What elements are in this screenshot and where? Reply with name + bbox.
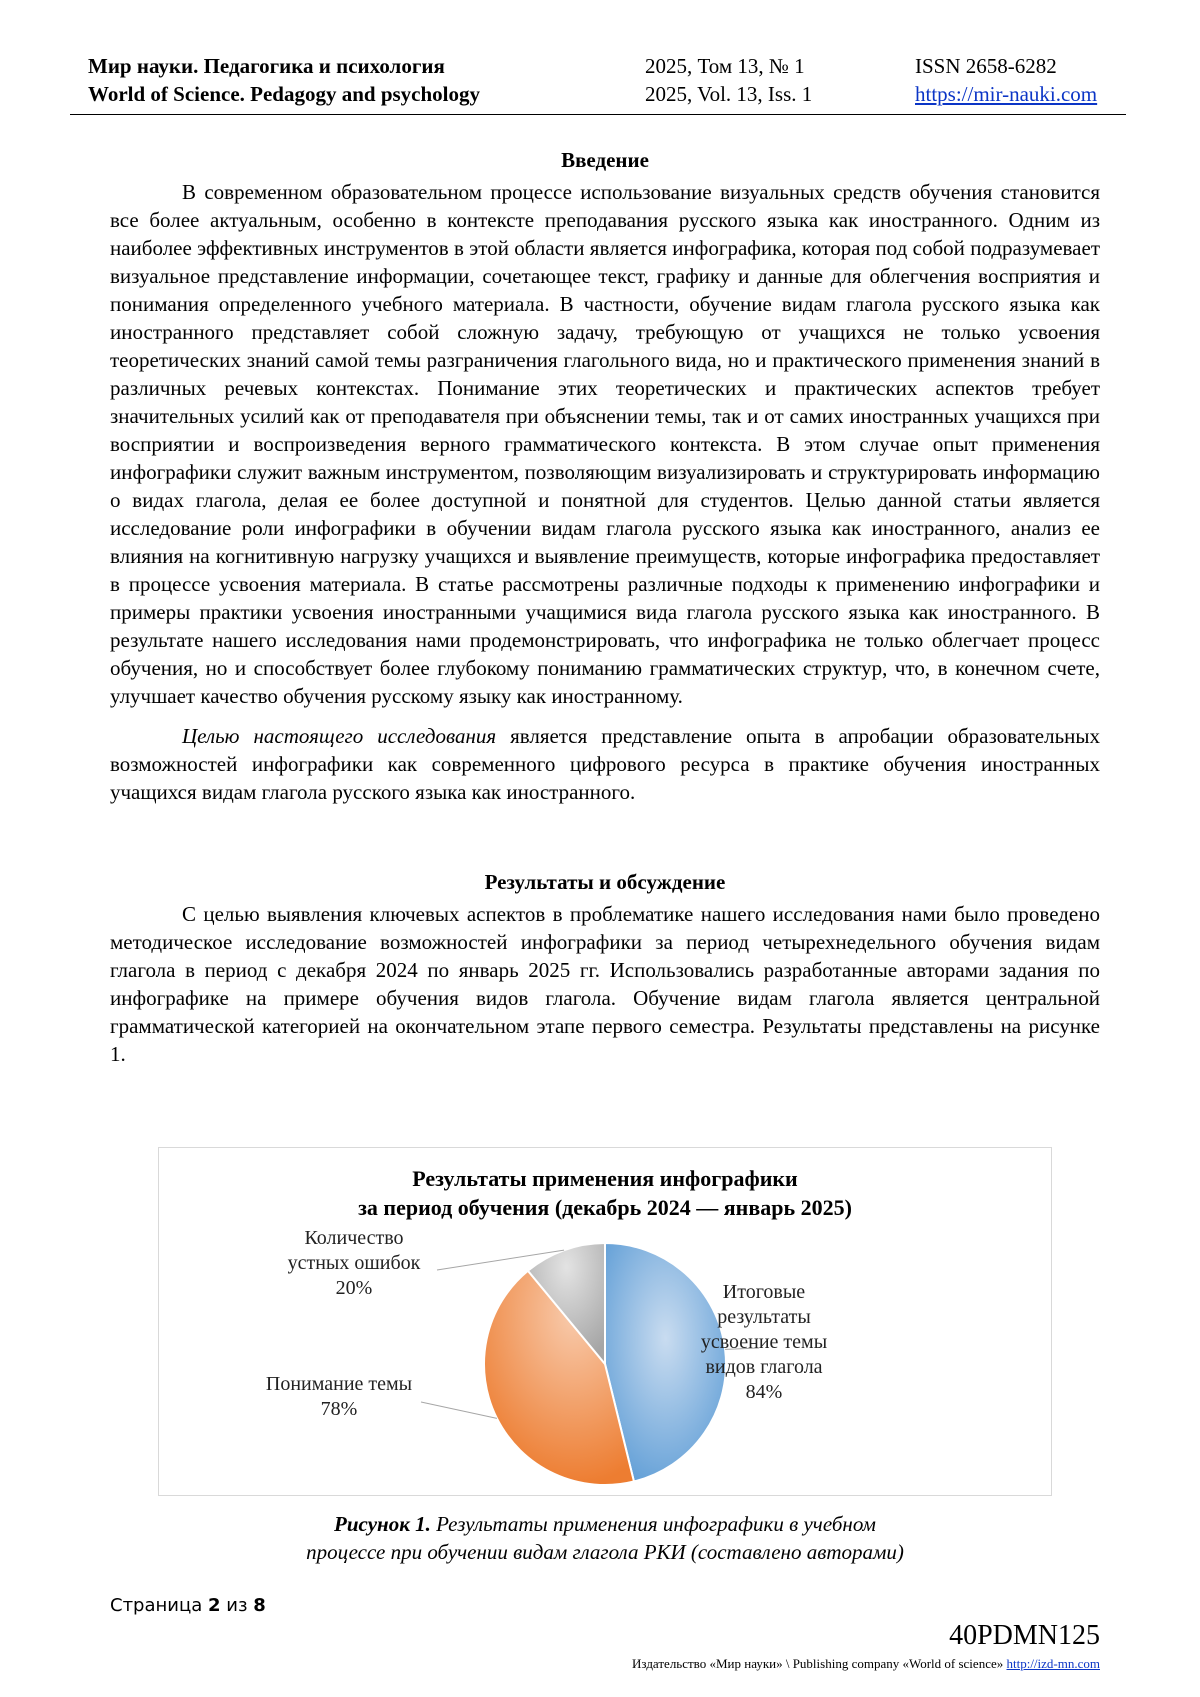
intro-paragraph-1: В современном образовательном процессе использование визуальных средств обучения становится все более актуальным, особенно в контексте преподавания русского языка как иностранного. Одним из наиболее эффективных инструментов в этой области является инфографика, которая под собой подразумевает визуальное представление информации, сочетающее текст, графику и данные для облегчения восприятия и понимания определенного учебного материала. В частности, обучение видам глагола русского языка как иностранного представляет собой сложную задачу, требующую от учащихся не только усвоения теоретических знаний самой темы разграничения глагольного вида, но и практического применения знаний в различных речевых контекстах. Понимание этих теоретических и практических аспектов требует значительных усилий как от преподавателя при объяснении темы, так и от самих иностранных учащихся при восприятии и воспроизведения верного грамматического контекста. В этом случае опыт применения инфографики служит важным инструментом, позволяющим визуализировать и структурировать информацию о видах глагола, делая ее более доступной и понятной для студентов. Целью данной статьи является исследование роли инфографики в обучении видам глагола русского языка как иностранного, анализ ее влияния на когнитивную нагрузку учащихся и выявление преимуществ, которые инфографика предоставляет в процессе усвоения материала. В статье рассмотрены различные подходы к применению инфографики и примеры практики усвоения иностранными учащимися вида глагола русского языка как иностранного. В результате нашего исследования нами продемонстрировать, что инфографика не только облегчает процесс обучения, но и способствует более глубокому пониманию грамматических структур, что, в конечном счете, улучшает качество обучения русскому языку как иностранному. [110, 180, 1100, 708]
journal-title-en: World of Science. Pedagogy and psychology [88, 82, 481, 106]
intro-paragraph-2 [110, 722, 1100, 806]
slice-label-errors-value: 20% [335, 1277, 373, 1299]
page-number [110, 1595, 266, 1616]
slice-label-understanding-line-1: Понимание темы [265, 1373, 413, 1395]
issue-en: 2025, Vol. 13, Iss. 1 [645, 82, 813, 106]
journal-title-block [88, 52, 480, 108]
results-heading: Результаты и обсуждение [484, 870, 726, 894]
pie-chart-svg [159, 1148, 1051, 1495]
slice-label-understanding [249, 1372, 429, 1422]
results-paragraph-1: С целью выявления ключевых аспектов в проблематике нашего исследования нами было проведено методическое исследование возможностей инфографики за период четырехнедельного обучения видам глагола в период с декабря 2024 по январь 2025 гг. Использовались разработанные авторами задания по инфографике на примере обучения видов глагола. Обучение видам глагола является центральной грамматической категорией на окончательном этапе первого семестра. Результаты представлены на рисунке 1. [110, 902, 1100, 1066]
journal-title-ru: Мир науки. Педагогика и психология [88, 54, 445, 78]
pie-chart [158, 1147, 1052, 1496]
slice-label-results-line-4: видов глагола [705, 1356, 823, 1378]
slice-label-understanding-value: 78% [320, 1398, 358, 1420]
current-page: 2 [208, 1595, 221, 1616]
publisher-line [632, 1656, 1100, 1672]
slice-label-results [669, 1280, 859, 1405]
slice-label-errors [269, 1226, 439, 1301]
caption-line-2: процессе при обучении видам глагола РКИ (составлено авторами) [306, 1540, 904, 1564]
goal-italic: Целью настоящего исследования [182, 724, 497, 748]
issn-block [915, 52, 1097, 108]
caption-line-1: Результаты применения инфографики в учебном [430, 1512, 876, 1536]
goal-text: является представление опыта в апробации образовательных возможностей инфографики как современного цифрового ресурса в практике обучения иностранных учащихся видам глагола русского языка как иностранного. [110, 724, 1100, 804]
slice-label-errors-line-1: Количество [304, 1227, 404, 1249]
issue-ru: 2025, Том 13, № 1 [645, 54, 805, 78]
page-word: Страница [110, 1595, 203, 1616]
slice-label-results-line-3: усвоение темы [700, 1331, 828, 1353]
figure-caption [110, 1510, 1100, 1566]
intro-heading: Введение [561, 148, 649, 172]
pie-slice-understanding-leader-line [421, 1402, 497, 1418]
issue-block [645, 52, 812, 108]
chart-title-line-2: за период обучения (декабрь 2024 — январь 2025) [358, 1195, 852, 1220]
issn: ISSN 2658-6282 [915, 54, 1057, 78]
journal-header [70, 52, 1126, 115]
slice-label-results-line-2: результаты [717, 1306, 811, 1328]
publisher-url-link[interactable]: http://izd-mn.com [1006, 1656, 1100, 1671]
article-code: 40PDMN125 [949, 1620, 1100, 1651]
total-pages: 8 [253, 1595, 266, 1616]
publisher-name: Издательство «Мир науки» \ Publishing company «World of science» [632, 1656, 1004, 1671]
slice-label-results-line-1: Итоговые [722, 1281, 806, 1303]
chart-title-line-1: Результаты применения инфографики [412, 1166, 798, 1191]
slice-label-errors-line-2: устных ошибок [287, 1252, 421, 1274]
caption-figure-number: Рисунок 1. [334, 1512, 431, 1536]
slice-label-results-value: 84% [745, 1381, 783, 1403]
of-word: из [226, 1595, 248, 1616]
journal-url-link[interactable]: https://mir-nauki.com [915, 82, 1098, 106]
article-body [110, 146, 1100, 1068]
